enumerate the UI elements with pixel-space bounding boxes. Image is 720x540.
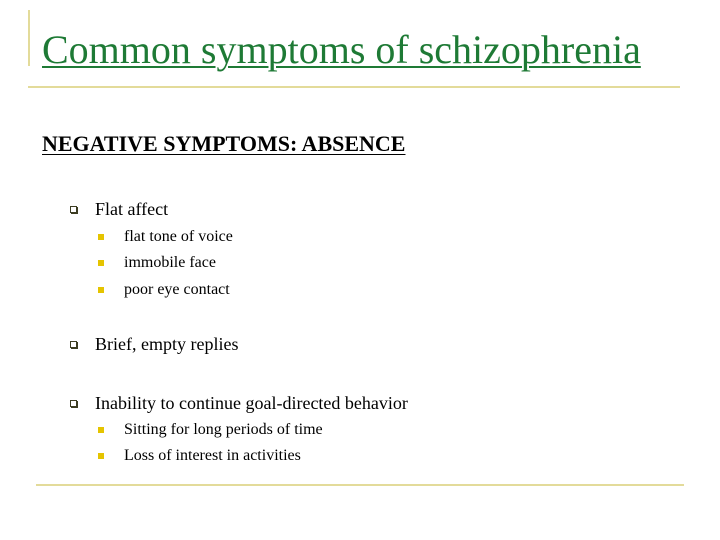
footer-divider [36,484,684,486]
bullet-brief-replies [70,332,238,356]
bullet-goal-directed [70,391,408,415]
sub-bullet-text: Loss of interest in activities [124,447,301,464]
sub-bullet-text: poor eye contact [124,281,230,298]
sub-bullet-text: Sitting for long periods of time [124,421,323,438]
filled-square-bullet-icon [98,453,104,459]
square-bullet-icon [70,400,77,407]
sub-bullet-text: flat tone of voice [124,228,233,245]
slide-subtitle: NEGATIVE SYMPTOMS: ABSENCE [42,131,406,156]
bullet-flat-affect [70,197,168,221]
bullet-text: Flat affect [95,199,169,219]
bullet-text: Inability to continue goal-directed behavior [95,393,408,413]
slide-title: Common symptoms of schizophrenia [42,27,641,72]
sub-bullet-immobile-face [98,252,216,274]
sub-bullet-flat-tone [98,226,233,248]
filled-square-bullet-icon [98,234,104,240]
square-bullet-icon [70,341,77,348]
bullet-text: Brief, empty replies [95,334,239,354]
square-bullet-icon [70,206,77,213]
filled-square-bullet-icon [98,427,104,433]
title-divider [28,86,680,88]
sub-bullet-text: immobile face [124,254,216,271]
sub-bullet-loss-of-interest [98,445,301,467]
filled-square-bullet-icon [98,260,104,266]
sub-bullet-sitting [98,419,323,441]
filled-square-bullet-icon [98,287,104,293]
sub-bullet-eye-contact [98,279,230,301]
title-accent-line [28,10,30,66]
